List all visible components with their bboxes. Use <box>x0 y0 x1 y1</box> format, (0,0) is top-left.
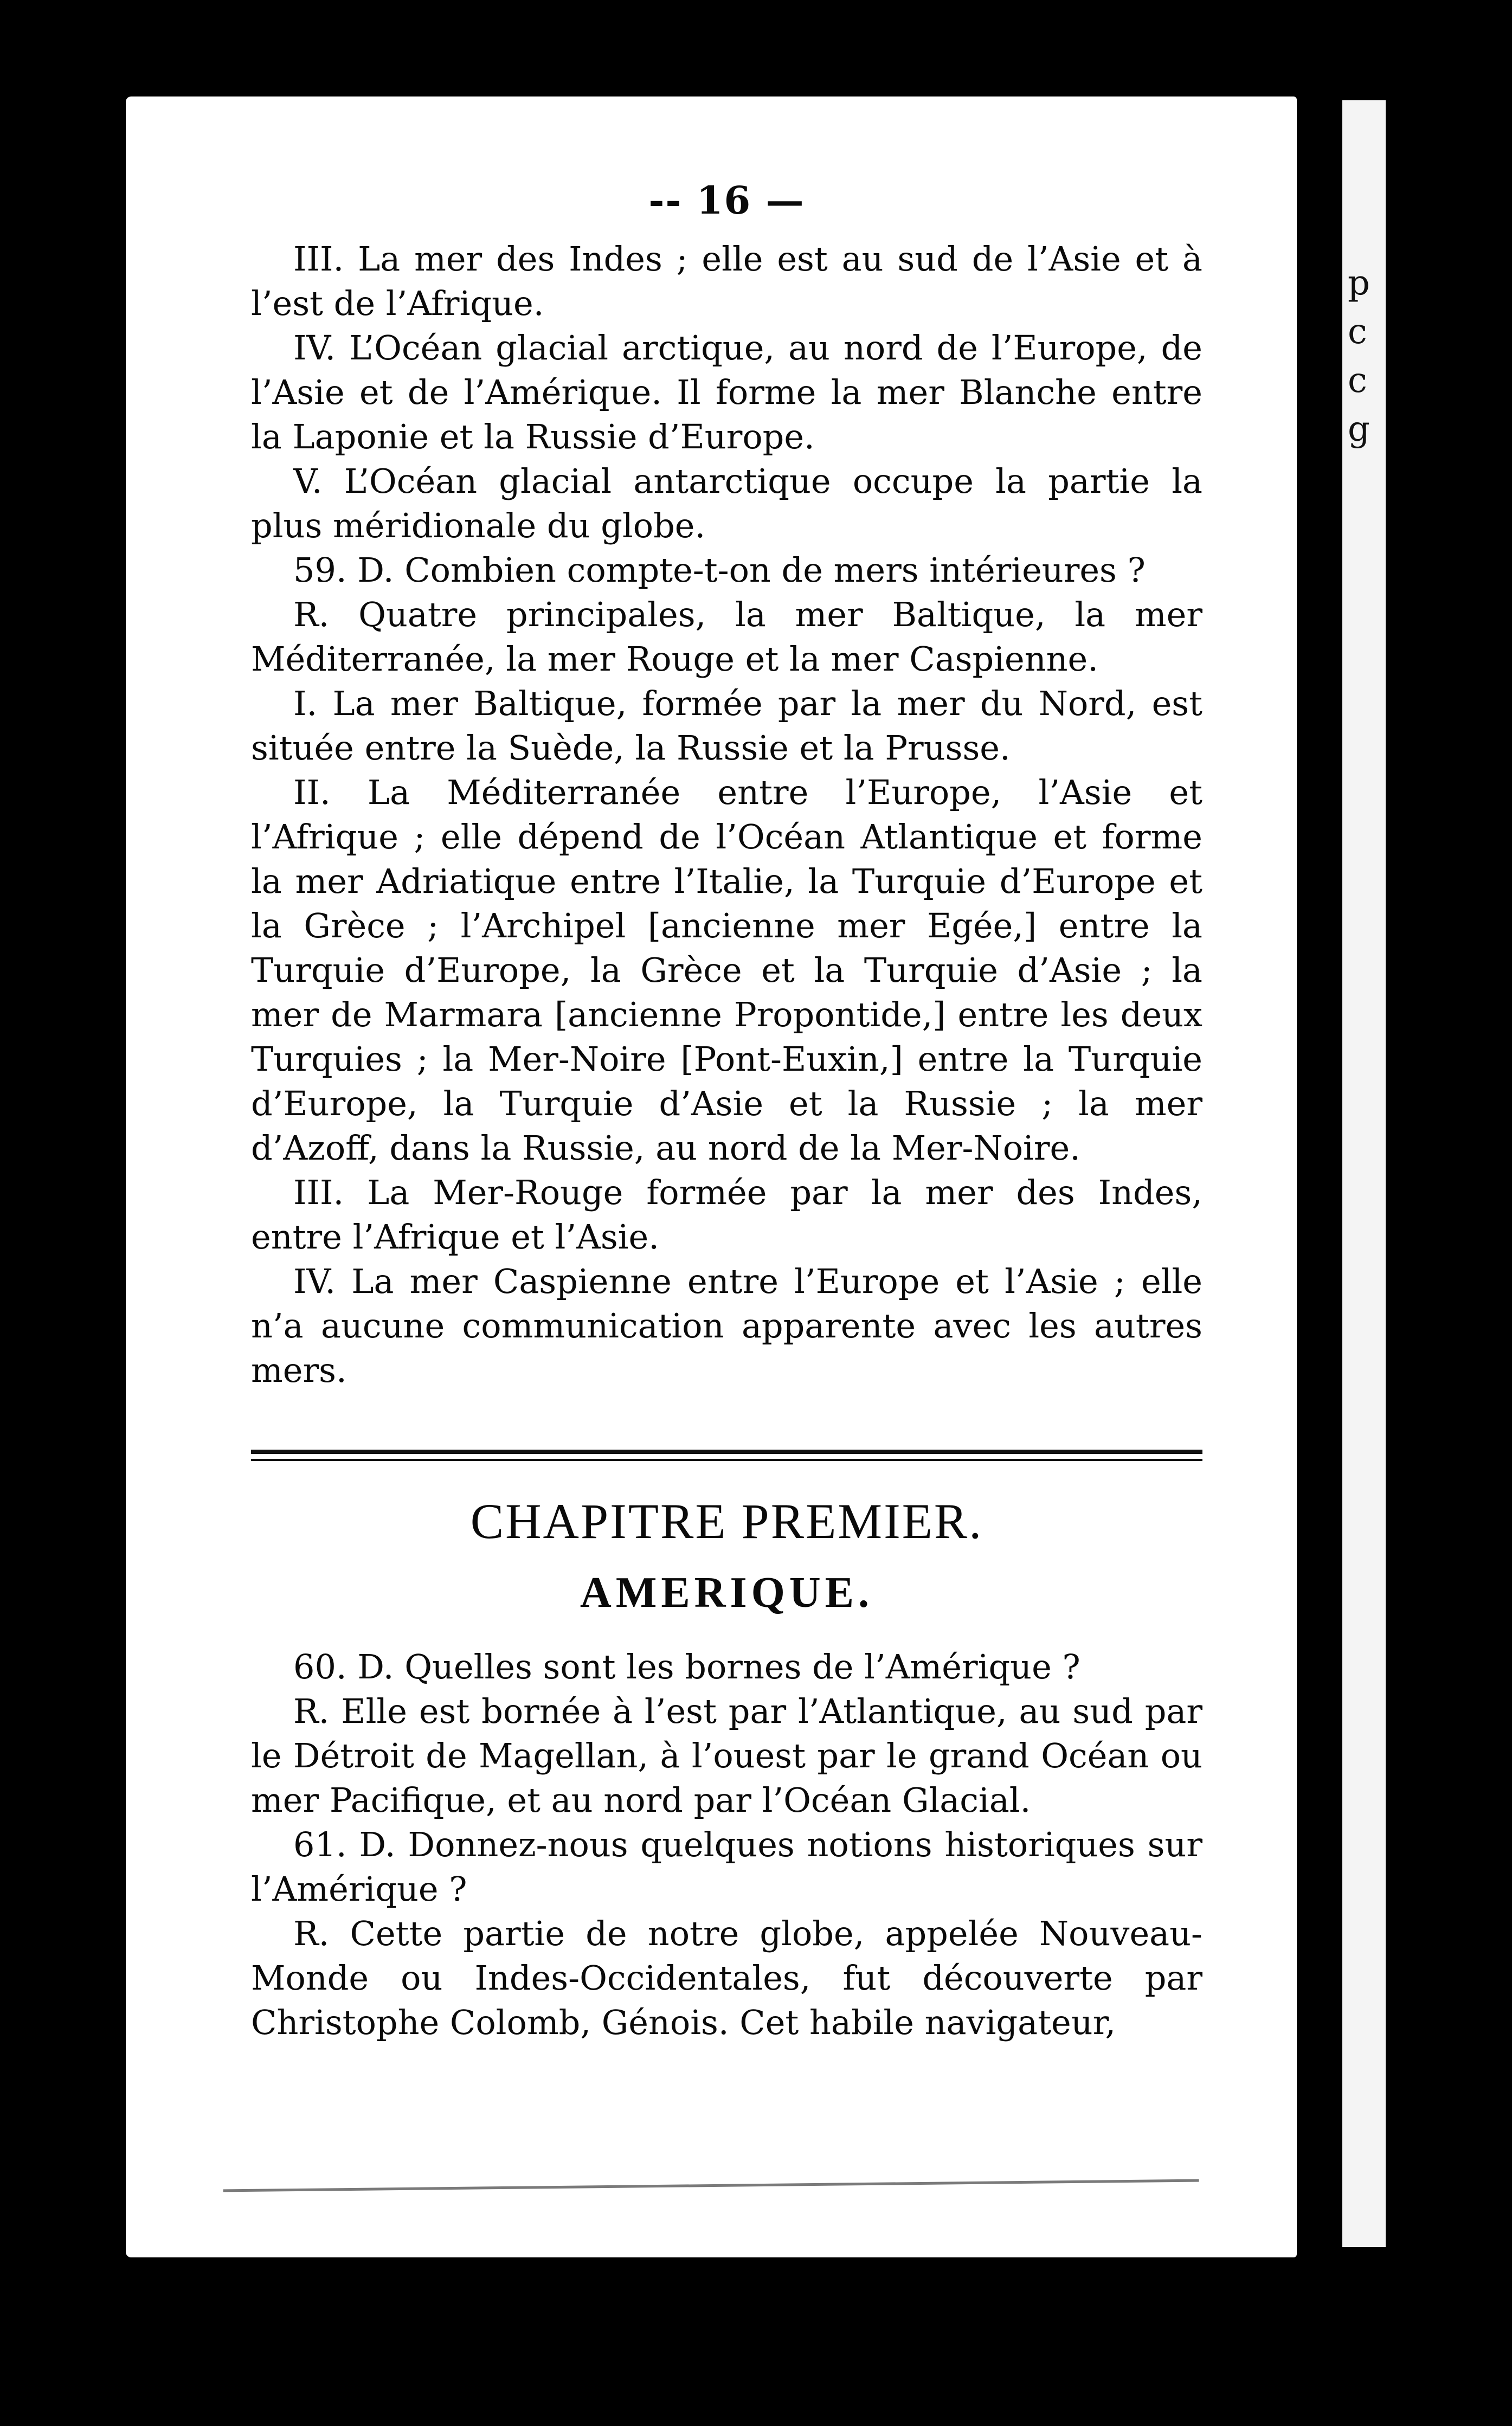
page-content <box>251 178 1202 2045</box>
adjacent-page-fragment: c <box>1348 312 1367 352</box>
section-divider <box>251 1450 1202 1461</box>
answer: R. Elle est bornée à l’est par l’Atlantique, au sud par le Détroit de Magellan, à l’ouest par le grand Océan ou mer Pacifique, et au nord par l’Océan Glacial. <box>251 1691 1202 1820</box>
answer: R. Quatre principales, la mer Baltique, la mer Méditerranée, la mer Rouge et la mer Caspienne. <box>251 595 1202 679</box>
page-number: -- 16 — <box>648 178 805 223</box>
page-gutter <box>1297 96 1342 2257</box>
adjacent-page-fragment: c <box>1348 361 1367 401</box>
page-edge-shadow <box>223 2179 1200 2230</box>
chapter-title: CHAPITRE PREMIER. <box>470 1494 983 1549</box>
divider-thick <box>251 1450 1202 1454</box>
divider-thin <box>251 1459 1202 1461</box>
section-title: AMERIQUE. <box>580 1569 873 1617</box>
paragraph: III. La Mer-Rouge formée par la mer des Indes, entre l’Afrique et l’Asie. <box>251 1173 1202 1257</box>
answer: R. Cette partie de notre globe, appelée Nouveau-Monde ou Indes-Occidentales, fut découverte par Christophe Colomb, Génois. Cet habile navigateur, <box>251 1914 1202 2042</box>
adjacent-page-fragment: p <box>1348 263 1370 303</box>
paragraph: II. La Méditerranée entre l’Europe, l’Asie et l’Afrique ; elle dépend de l’Océan Atlantique et forme la mer Adriatique entre l’Italie, la Turquie d’Europe et la Grèce ; l’Archipel [ancienne mer Egée,] entre la Turquie d’Europe, la Grèce et la Turquie d’Asie ; la mer de Marmara [ancienne Propontide,] entre les deux Turquies ; la Mer-Noire [Pont-Euxin,] entre la Turquie d’Europe, la Turquie d’Asie et la Russie ; la mer d’Azoff, dans la Russie, au nord de la Mer-Noire. <box>251 773 1202 1168</box>
adjacent-page-strip <box>1342 100 1386 2247</box>
book-page <box>126 96 1297 2257</box>
paragraph: I. La mer Baltique, formée par la mer du Nord, est située entre la Suède, la Russie et la Prusse. <box>251 684 1202 768</box>
adjacent-page-fragment: g <box>1348 409 1370 449</box>
paragraph: III. La mer des Indes ; elle est au sud de l’Asie et à l’est de l’Afrique. <box>251 239 1202 323</box>
question: 61. D. Donnez-nous quelques notions historiques sur l’Amérique ? <box>251 1825 1202 1909</box>
question: 60. D. Quelles sont les bornes de l’Amérique ? <box>293 1647 1080 1687</box>
paragraph: IV. L’Océan glacial arctique, au nord de l’Europe, de l’Asie et de l’Amérique. Il forme la mer Blanche entre la Laponie et la Russie d’Europe. <box>251 328 1202 456</box>
question: 59. D. Combien compte-t-on de mers intérieures ? <box>293 550 1146 590</box>
paragraph: IV. La mer Caspienne entre l’Europe et l’Asie ; elle n’a aucune communication apparente avec les autres mers. <box>251 1262 1202 1390</box>
paragraph: V. L’Océan glacial antarctique occupe la partie la plus méridionale du globe. <box>251 461 1202 545</box>
